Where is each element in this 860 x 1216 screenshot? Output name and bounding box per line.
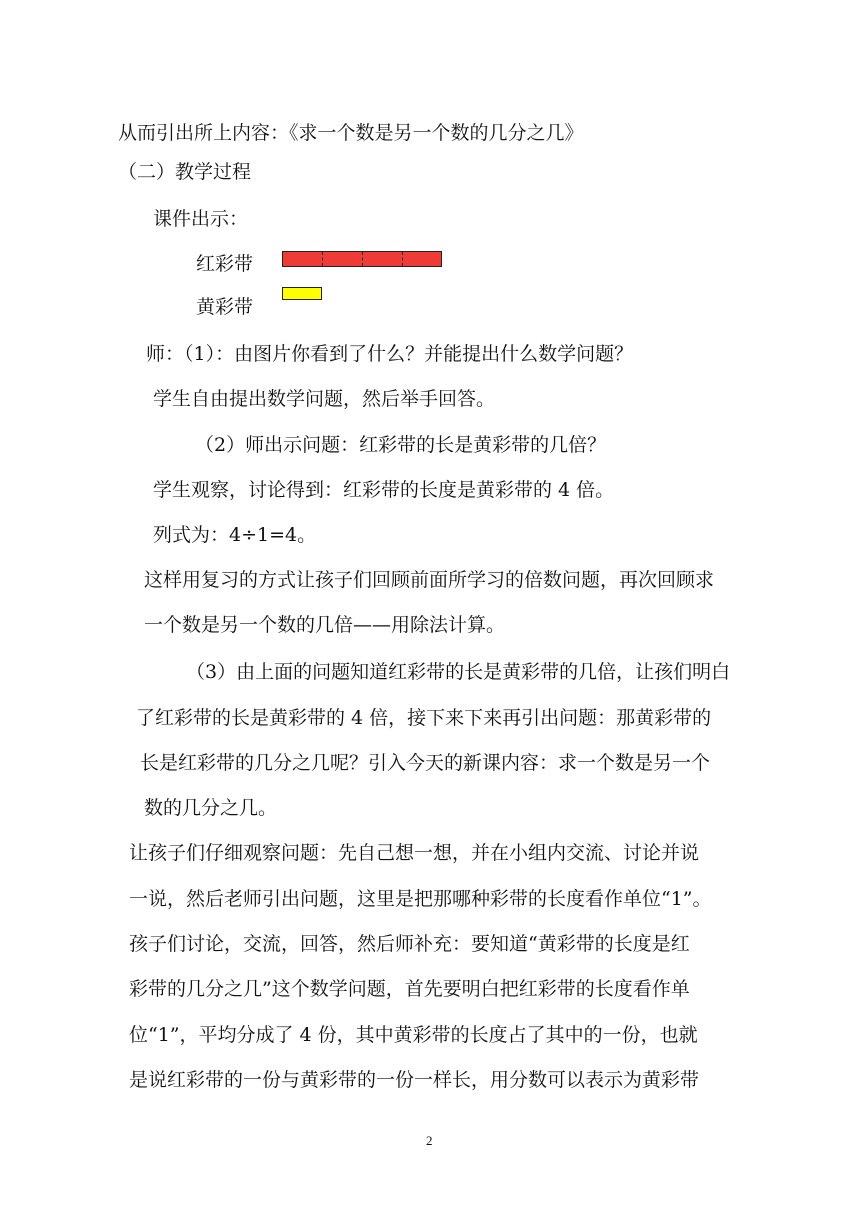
paragraph-line: 一个数是另一个数的几倍——用除法计算。 — [144, 614, 506, 636]
red-strip — [282, 251, 442, 267]
paragraph-line: 孩子们讨论，交流，回答，然后师补充：要知道“黄彩带的长度是红 — [129, 933, 690, 955]
paragraph-line: （3）由上面的问题知道红彩带的长是黄彩带的几倍，让孩们明白 — [186, 661, 731, 683]
paragraph-line: 让孩子们仔细观察问题：先自己想一想，并在小组内交流、讨论并说 — [129, 842, 700, 864]
student-response-2: 学生观察，讨论得到：红彩带的长度是黄彩带的 4 倍。 — [153, 479, 615, 501]
red-strip-divider — [322, 252, 323, 266]
teacher-question-2: （2）师出示问题：红彩带的长是黄彩带的几倍？ — [195, 434, 607, 456]
paragraph-line: 位“1”，平均分成了 4 份，其中黄彩带的长度占了其中的一份，也就 — [129, 1024, 698, 1046]
yellow-strip — [282, 287, 322, 300]
page-number: 2 — [426, 1133, 433, 1148]
paragraph-line: 长是红彩带的几分之几呢？引入今天的新课内容：求一个数是另一个 — [140, 752, 711, 774]
section-heading: （二）教学过程 — [118, 161, 252, 183]
red-strip-divider — [362, 252, 363, 266]
paragraph-line: 这样用复习的方式让孩子们回顾前面所学习的倍数问题，再次回顾求 — [144, 569, 715, 591]
red-strip-divider — [402, 252, 403, 266]
courseware-label: 课件出示： — [153, 208, 249, 230]
paragraph-line: 了红彩带的长是黄彩带的 4 倍，接下来下来再引出问题：那黄彩带的 — [136, 707, 712, 729]
formula-line: 列式为：4÷1=4。 — [153, 524, 317, 546]
paragraph-line: 一说，然后老师引出问题，这里是把那哪种彩带的长度看作单位“1”。 — [129, 888, 712, 910]
paragraph-line: 彩带的几分之几”这个数学问题，首先要明白把红彩带的长度看作单 — [129, 978, 690, 1000]
red-strip-label: 红彩带 — [196, 253, 254, 275]
paragraph-line: 数的几分之几。 — [144, 797, 278, 819]
student-response-1: 学生自由提出数学问题，然后举手回答。 — [153, 388, 496, 410]
teacher-question-1: 师：（1）：由图片你看到了什么？并能提出什么数学问题？ — [146, 343, 634, 365]
intro-line: 从而引出所上内容：《求一个数是另一个数的几分之几》 — [118, 122, 584, 144]
yellow-strip-label: 黄彩带 — [196, 296, 254, 318]
paragraph-line: 是说红彩带的一份与黄彩带的一份一样长，用分数可以表示为黄彩带 — [129, 1069, 700, 1091]
